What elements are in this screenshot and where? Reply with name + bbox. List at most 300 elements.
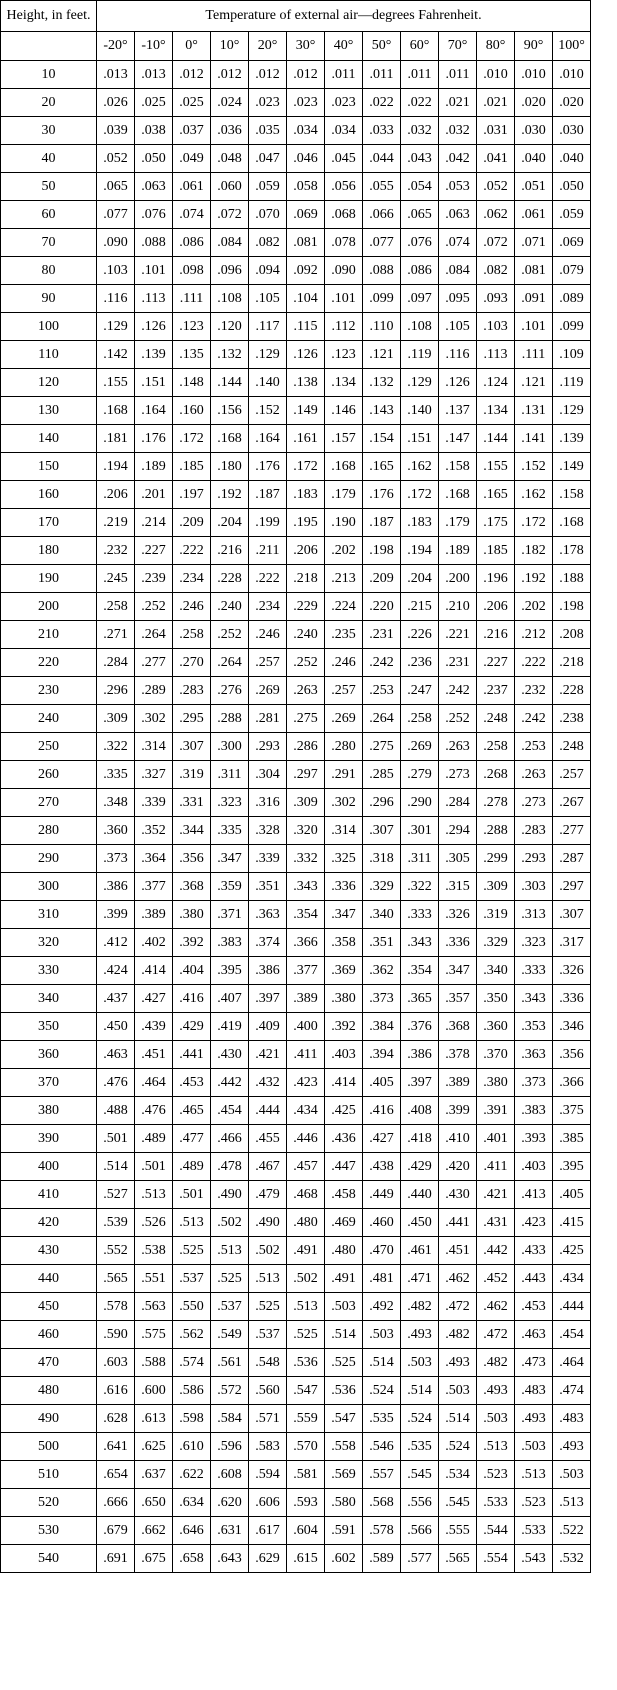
- value-cell: .563: [135, 1293, 173, 1321]
- value-cell: .049: [173, 145, 211, 173]
- value-cell: .034: [325, 117, 363, 145]
- value-cell: .117: [249, 313, 287, 341]
- value-cell: .336: [439, 929, 477, 957]
- value-cell: .493: [401, 1321, 439, 1349]
- value-cell: .526: [135, 1209, 173, 1237]
- value-cell: .257: [325, 677, 363, 705]
- value-cell: .394: [363, 1041, 401, 1069]
- value-cell: .176: [363, 481, 401, 509]
- value-cell: .239: [135, 565, 173, 593]
- value-cell: .242: [515, 705, 553, 733]
- value-cell: .364: [135, 845, 173, 873]
- height-cell: 70: [1, 229, 97, 257]
- value-cell: .413: [515, 1181, 553, 1209]
- value-cell: .060: [211, 173, 249, 201]
- value-cell: .569: [325, 1461, 363, 1489]
- table-row: [1, 537, 591, 565]
- value-cell: .204: [401, 565, 439, 593]
- value-cell: .480: [287, 1209, 325, 1237]
- value-cell: .192: [211, 481, 249, 509]
- value-cell: .068: [325, 201, 363, 229]
- value-cell: .050: [135, 145, 173, 173]
- value-cell: .589: [363, 1545, 401, 1573]
- value-cell: .522: [553, 1517, 591, 1545]
- value-cell: .360: [477, 1013, 515, 1041]
- value-cell: .096: [211, 257, 249, 285]
- value-cell: .242: [439, 677, 477, 705]
- value-cell: .197: [173, 481, 211, 509]
- value-cell: .386: [97, 873, 135, 901]
- value-cell: .464: [553, 1349, 591, 1377]
- value-cell: .442: [211, 1069, 249, 1097]
- value-cell: .525: [211, 1265, 249, 1293]
- table-row: [1, 1265, 591, 1293]
- value-cell: .152: [515, 453, 553, 481]
- value-cell: .444: [249, 1097, 287, 1125]
- value-cell: .513: [173, 1209, 211, 1237]
- value-cell: .610: [173, 1433, 211, 1461]
- value-cell: .121: [363, 341, 401, 369]
- table-row: [1, 985, 591, 1013]
- value-cell: .427: [363, 1125, 401, 1153]
- value-cell: .176: [135, 425, 173, 453]
- value-cell: .503: [477, 1405, 515, 1433]
- value-cell: .416: [173, 985, 211, 1013]
- height-cell: 450: [1, 1293, 97, 1321]
- value-cell: .339: [135, 789, 173, 817]
- height-cell: 350: [1, 1013, 97, 1041]
- value-cell: .483: [553, 1405, 591, 1433]
- height-cell: 160: [1, 481, 97, 509]
- value-cell: .423: [287, 1069, 325, 1097]
- value-cell: .285: [363, 761, 401, 789]
- value-cell: .578: [363, 1517, 401, 1545]
- value-cell: .315: [439, 873, 477, 901]
- value-cell: .066: [363, 201, 401, 229]
- value-cell: .172: [515, 509, 553, 537]
- table-row: [1, 313, 591, 341]
- value-cell: .134: [325, 369, 363, 397]
- value-cell: .356: [173, 845, 211, 873]
- value-cell: .280: [325, 733, 363, 761]
- value-cell: .513: [477, 1433, 515, 1461]
- table-row: [1, 901, 591, 929]
- value-cell: .224: [325, 593, 363, 621]
- height-cell: 300: [1, 873, 97, 901]
- table-row: [1, 1405, 591, 1433]
- value-cell: .025: [173, 89, 211, 117]
- value-cell: .242: [363, 649, 401, 677]
- value-cell: .172: [287, 453, 325, 481]
- table-row: [1, 649, 591, 677]
- value-cell: .011: [325, 61, 363, 89]
- value-cell: .206: [287, 537, 325, 565]
- value-cell: .615: [287, 1545, 325, 1573]
- temperature-header-cell: 50°: [363, 32, 401, 61]
- value-cell: .113: [477, 341, 515, 369]
- height-cell: 240: [1, 705, 97, 733]
- value-cell: .545: [401, 1461, 439, 1489]
- value-cell: .588: [135, 1349, 173, 1377]
- value-cell: .198: [553, 593, 591, 621]
- value-cell: .539: [97, 1209, 135, 1237]
- value-cell: .103: [97, 257, 135, 285]
- value-cell: .546: [363, 1433, 401, 1461]
- value-cell: .433: [515, 1237, 553, 1265]
- value-cell: .535: [363, 1405, 401, 1433]
- table-row: [1, 789, 591, 817]
- height-cell: 320: [1, 929, 97, 957]
- height-cell: 50: [1, 173, 97, 201]
- value-cell: .346: [553, 1013, 591, 1041]
- value-cell: .544: [477, 1517, 515, 1545]
- value-cell: .161: [287, 425, 325, 453]
- value-cell: .430: [439, 1181, 477, 1209]
- value-cell: .101: [325, 285, 363, 313]
- height-cell: 380: [1, 1097, 97, 1125]
- value-cell: .072: [211, 201, 249, 229]
- value-cell: .543: [515, 1545, 553, 1573]
- value-cell: .421: [477, 1181, 515, 1209]
- value-cell: .214: [135, 509, 173, 537]
- value-cell: .646: [173, 1517, 211, 1545]
- height-cell: 130: [1, 397, 97, 425]
- table-row: [1, 1545, 591, 1573]
- value-cell: .131: [515, 397, 553, 425]
- value-cell: .501: [135, 1153, 173, 1181]
- value-cell: .551: [135, 1265, 173, 1293]
- value-cell: .613: [135, 1405, 173, 1433]
- value-cell: .525: [249, 1293, 287, 1321]
- value-cell: .210: [439, 593, 477, 621]
- value-cell: .525: [287, 1321, 325, 1349]
- value-cell: .440: [401, 1181, 439, 1209]
- table-row: [1, 341, 591, 369]
- value-cell: .548: [249, 1349, 287, 1377]
- table-row: [1, 1517, 591, 1545]
- value-cell: .063: [135, 173, 173, 201]
- value-cell: .142: [97, 341, 135, 369]
- value-cell: .514: [97, 1153, 135, 1181]
- value-cell: .452: [477, 1265, 515, 1293]
- value-cell: .343: [401, 929, 439, 957]
- value-cell: .046: [287, 145, 325, 173]
- value-cell: .491: [287, 1237, 325, 1265]
- value-cell: .343: [287, 873, 325, 901]
- value-cell: .182: [515, 537, 553, 565]
- value-cell: .336: [553, 985, 591, 1013]
- temperature-row: [1, 32, 591, 61]
- value-cell: .040: [515, 145, 553, 173]
- value-cell: .385: [553, 1125, 591, 1153]
- value-cell: .289: [135, 677, 173, 705]
- value-cell: .354: [401, 957, 439, 985]
- value-cell: .581: [287, 1461, 325, 1489]
- value-cell: .178: [553, 537, 591, 565]
- value-cell: .451: [135, 1041, 173, 1069]
- value-cell: .218: [553, 649, 591, 677]
- value-cell: .465: [173, 1097, 211, 1125]
- value-cell: .395: [553, 1153, 591, 1181]
- value-cell: .493: [477, 1377, 515, 1405]
- value-cell: .513: [287, 1293, 325, 1321]
- temperature-header-cell: 80°: [477, 32, 515, 61]
- temperature-header: Temperature of external air—degrees Fahrenheit.: [97, 1, 591, 32]
- value-cell: .123: [325, 341, 363, 369]
- value-cell: .401: [477, 1125, 515, 1153]
- value-cell: .403: [325, 1041, 363, 1069]
- value-cell: .333: [401, 901, 439, 929]
- table-row: [1, 761, 591, 789]
- value-cell: .335: [97, 761, 135, 789]
- value-cell: .441: [173, 1041, 211, 1069]
- table-row: [1, 1125, 591, 1153]
- value-cell: .063: [439, 201, 477, 229]
- value-cell: .116: [97, 285, 135, 313]
- value-cell: .527: [97, 1181, 135, 1209]
- value-cell: .625: [135, 1433, 173, 1461]
- table-row: [1, 89, 591, 117]
- value-cell: .523: [477, 1461, 515, 1489]
- value-cell: .082: [477, 257, 515, 285]
- value-cell: .557: [363, 1461, 401, 1489]
- value-cell: .040: [553, 145, 591, 173]
- value-cell: .041: [477, 145, 515, 173]
- value-cell: .675: [135, 1545, 173, 1573]
- value-cell: .279: [401, 761, 439, 789]
- temperature-header-cell: -10°: [135, 32, 173, 61]
- value-cell: .258: [173, 621, 211, 649]
- value-cell: .126: [439, 369, 477, 397]
- height-cell: 90: [1, 285, 97, 313]
- value-cell: .200: [439, 565, 477, 593]
- value-cell: .252: [287, 649, 325, 677]
- value-cell: .149: [287, 397, 325, 425]
- value-cell: .222: [515, 649, 553, 677]
- value-cell: .425: [325, 1097, 363, 1125]
- value-cell: .132: [363, 369, 401, 397]
- value-cell: .628: [97, 1405, 135, 1433]
- value-cell: .238: [553, 705, 591, 733]
- value-cell: .423: [515, 1209, 553, 1237]
- table-row: [1, 1489, 591, 1517]
- value-cell: .194: [401, 537, 439, 565]
- value-cell: .434: [553, 1265, 591, 1293]
- height-cell: 170: [1, 509, 97, 537]
- value-cell: .253: [515, 733, 553, 761]
- value-cell: .220: [363, 593, 401, 621]
- value-cell: .222: [249, 565, 287, 593]
- value-cell: .604: [287, 1517, 325, 1545]
- value-cell: .013: [135, 61, 173, 89]
- value-cell: .072: [477, 229, 515, 257]
- height-cell: 510: [1, 1461, 97, 1489]
- value-cell: .335: [211, 817, 249, 845]
- value-cell: .097: [401, 285, 439, 313]
- value-cell: .283: [515, 817, 553, 845]
- value-cell: .237: [477, 677, 515, 705]
- value-cell: .419: [211, 1013, 249, 1041]
- value-cell: .179: [439, 509, 477, 537]
- value-cell: .392: [325, 1013, 363, 1041]
- value-cell: .211: [249, 537, 287, 565]
- value-cell: .316: [249, 789, 287, 817]
- value-cell: .377: [287, 957, 325, 985]
- value-cell: .490: [211, 1181, 249, 1209]
- value-cell: .566: [401, 1517, 439, 1545]
- value-cell: .462: [477, 1293, 515, 1321]
- value-cell: .368: [439, 1013, 477, 1041]
- value-cell: .352: [135, 817, 173, 845]
- value-cell: .295: [173, 705, 211, 733]
- value-cell: .307: [173, 733, 211, 761]
- value-cell: .181: [97, 425, 135, 453]
- value-cell: .284: [439, 789, 477, 817]
- value-cell: .180: [211, 453, 249, 481]
- value-cell: .580: [325, 1489, 363, 1517]
- value-cell: .460: [363, 1209, 401, 1237]
- value-cell: .185: [477, 537, 515, 565]
- value-cell: .221: [439, 621, 477, 649]
- value-cell: .065: [97, 173, 135, 201]
- value-cell: .492: [363, 1293, 401, 1321]
- height-cell: 120: [1, 369, 97, 397]
- value-cell: .410: [439, 1125, 477, 1153]
- value-cell: .405: [363, 1069, 401, 1097]
- value-cell: .574: [173, 1349, 211, 1377]
- value-cell: .146: [325, 397, 363, 425]
- value-cell: .314: [325, 817, 363, 845]
- value-cell: .565: [439, 1545, 477, 1573]
- value-cell: .257: [553, 761, 591, 789]
- value-cell: .537: [173, 1265, 211, 1293]
- value-cell: .481: [363, 1265, 401, 1293]
- value-cell: .268: [477, 761, 515, 789]
- value-cell: .296: [363, 789, 401, 817]
- value-cell: .281: [249, 705, 287, 733]
- value-cell: .020: [515, 89, 553, 117]
- value-cell: .232: [515, 677, 553, 705]
- value-cell: .132: [211, 341, 249, 369]
- value-cell: .195: [287, 509, 325, 537]
- value-cell: .320: [287, 817, 325, 845]
- value-cell: .024: [211, 89, 249, 117]
- value-cell: .026: [97, 89, 135, 117]
- height-cell: 40: [1, 145, 97, 173]
- value-cell: .468: [287, 1181, 325, 1209]
- value-cell: .424: [97, 957, 135, 985]
- value-cell: .311: [211, 761, 249, 789]
- value-cell: .348: [97, 789, 135, 817]
- value-cell: .533: [477, 1489, 515, 1517]
- height-cell: 260: [1, 761, 97, 789]
- value-cell: .030: [515, 117, 553, 145]
- value-cell: .343: [515, 985, 553, 1013]
- value-cell: .226: [401, 621, 439, 649]
- value-cell: .183: [287, 481, 325, 509]
- height-cell: 220: [1, 649, 97, 677]
- height-cell: 210: [1, 621, 97, 649]
- value-cell: .039: [97, 117, 135, 145]
- value-cell: .012: [249, 61, 287, 89]
- value-cell: .129: [553, 397, 591, 425]
- value-cell: .451: [439, 1237, 477, 1265]
- height-cell: 500: [1, 1433, 97, 1461]
- value-cell: .263: [439, 733, 477, 761]
- value-cell: .514: [401, 1377, 439, 1405]
- value-cell: .258: [401, 705, 439, 733]
- value-cell: .550: [173, 1293, 211, 1321]
- value-cell: .437: [97, 985, 135, 1013]
- value-cell: .617: [249, 1517, 287, 1545]
- height-cell: 360: [1, 1041, 97, 1069]
- temperature-header-cell: -20°: [97, 32, 135, 61]
- table-row: [1, 369, 591, 397]
- temperature-header-cell: 60°: [401, 32, 439, 61]
- height-cell: 270: [1, 789, 97, 817]
- value-cell: .246: [325, 649, 363, 677]
- blank-header-cell: [1, 32, 97, 61]
- value-cell: .152: [249, 397, 287, 425]
- value-cell: .524: [363, 1377, 401, 1405]
- value-cell: .086: [173, 229, 211, 257]
- value-cell: .074: [173, 201, 211, 229]
- table-row: [1, 1181, 591, 1209]
- value-cell: .297: [287, 761, 325, 789]
- value-cell: .356: [553, 1041, 591, 1069]
- value-cell: .090: [325, 257, 363, 285]
- table-row: [1, 845, 591, 873]
- height-cell: 60: [1, 201, 97, 229]
- value-cell: .168: [553, 509, 591, 537]
- value-cell: .023: [249, 89, 287, 117]
- value-cell: .586: [173, 1377, 211, 1405]
- height-cell: 530: [1, 1517, 97, 1545]
- value-cell: .578: [97, 1293, 135, 1321]
- value-cell: .044: [363, 145, 401, 173]
- value-cell: .047: [249, 145, 287, 173]
- value-cell: .301: [401, 817, 439, 845]
- value-cell: .108: [211, 285, 249, 313]
- height-cell: 230: [1, 677, 97, 705]
- value-cell: .032: [439, 117, 477, 145]
- value-cell: .164: [135, 397, 173, 425]
- value-cell: .013: [97, 61, 135, 89]
- value-cell: .216: [211, 537, 249, 565]
- value-cell: .038: [135, 117, 173, 145]
- value-cell: .183: [401, 509, 439, 537]
- value-cell: .284: [97, 649, 135, 677]
- value-cell: .267: [553, 789, 591, 817]
- value-cell: .572: [211, 1377, 249, 1405]
- value-cell: .158: [553, 481, 591, 509]
- value-cell: .429: [401, 1153, 439, 1181]
- value-cell: .022: [401, 89, 439, 117]
- value-cell: .240: [211, 593, 249, 621]
- table-row: [1, 1041, 591, 1069]
- value-cell: .099: [363, 285, 401, 313]
- table-row: [1, 145, 591, 173]
- table-row: [1, 1097, 591, 1125]
- value-cell: .216: [477, 621, 515, 649]
- value-cell: .559: [287, 1405, 325, 1433]
- value-cell: .359: [211, 873, 249, 901]
- value-cell: .077: [363, 229, 401, 257]
- value-cell: .113: [135, 285, 173, 313]
- value-cell: .082: [249, 229, 287, 257]
- value-cell: .137: [439, 397, 477, 425]
- value-cell: .479: [249, 1181, 287, 1209]
